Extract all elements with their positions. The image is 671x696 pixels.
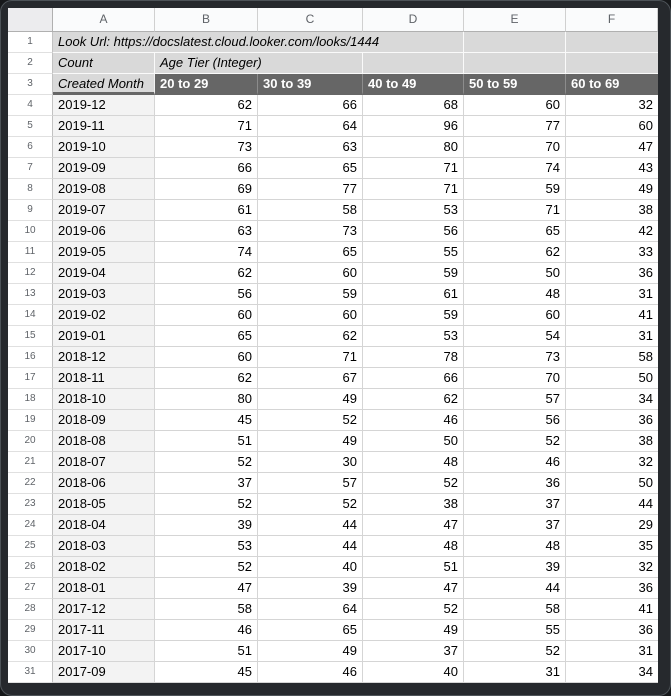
value-cell[interactable]: 52	[258, 410, 363, 431]
row-number[interactable]: 25	[8, 536, 53, 557]
row-number[interactable]: 22	[8, 473, 53, 494]
column-header-b[interactable]: B	[155, 8, 258, 32]
value-cell[interactable]: 46	[363, 410, 464, 431]
row-number[interactable]: 12	[8, 263, 53, 284]
column-header-f[interactable]: F	[566, 8, 658, 32]
value-cell[interactable]: 71	[363, 179, 464, 200]
month-cell[interactable]: 2018-06	[53, 473, 155, 494]
row-number[interactable]: 10	[8, 221, 53, 242]
value-cell[interactable]: 64	[258, 116, 363, 137]
row-number[interactable]: 19	[8, 410, 53, 431]
month-cell[interactable]: 2019-04	[53, 263, 155, 284]
value-cell[interactable]: 60	[155, 347, 258, 368]
value-cell[interactable]: 34	[566, 389, 658, 410]
value-cell[interactable]: 39	[258, 578, 363, 599]
value-cell[interactable]: 50	[566, 473, 658, 494]
table-row	[8, 431, 658, 452]
table-row	[8, 452, 658, 473]
row-number[interactable]: 9	[8, 200, 53, 221]
value-cell[interactable]: 36	[566, 620, 658, 641]
value-cell[interactable]: 45	[155, 410, 258, 431]
row-number[interactable]: 28	[8, 599, 53, 620]
value-cell[interactable]: 50	[566, 368, 658, 389]
value-cell[interactable]: 39	[464, 557, 566, 578]
value-cell[interactable]: 62	[155, 95, 258, 116]
month-cell[interactable]: 2019-08	[53, 179, 155, 200]
table-row	[8, 557, 658, 578]
row-number[interactable]: 29	[8, 620, 53, 641]
table-row	[8, 578, 658, 599]
table-row	[8, 536, 658, 557]
row-number[interactable]: 24	[8, 515, 53, 536]
table-row	[8, 305, 658, 326]
value-cell[interactable]: 50	[464, 263, 566, 284]
value-cell[interactable]: 80	[363, 137, 464, 158]
value-cell[interactable]: 60	[155, 305, 258, 326]
table-row	[8, 641, 658, 662]
row-number[interactable]: 18	[8, 389, 53, 410]
row-number[interactable]: 17	[8, 368, 53, 389]
meta-row-measure	[8, 53, 658, 74]
value-cell[interactable]: 50	[363, 431, 464, 452]
data-rows	[8, 95, 658, 683]
row-number[interactable]: 21	[8, 452, 53, 473]
month-cell[interactable]: 2017-11	[53, 620, 155, 641]
value-cell[interactable]: 51	[155, 641, 258, 662]
value-cell[interactable]: 63	[258, 137, 363, 158]
empty-cell-d2[interactable]	[363, 53, 464, 74]
value-cell[interactable]: 73	[155, 137, 258, 158]
value-cell[interactable]: 56	[155, 284, 258, 305]
row-number[interactable]: 26	[8, 557, 53, 578]
value-cell[interactable]: 68	[363, 95, 464, 116]
table-row	[8, 662, 658, 683]
value-cell[interactable]: 57	[258, 473, 363, 494]
value-cell[interactable]: 36	[566, 578, 658, 599]
value-cell[interactable]: 78	[363, 347, 464, 368]
spreadsheet-grid	[8, 8, 658, 683]
value-cell[interactable]: 42	[566, 221, 658, 242]
value-cell[interactable]: 59	[464, 179, 566, 200]
column-header-d[interactable]: D	[363, 8, 464, 32]
value-cell[interactable]: 65	[258, 620, 363, 641]
value-cell[interactable]: 60	[464, 95, 566, 116]
month-cell[interactable]: 2018-07	[53, 452, 155, 473]
month-cell[interactable]: 2019-02	[53, 305, 155, 326]
value-cell[interactable]: 67	[258, 368, 363, 389]
value-cell[interactable]: 71	[258, 347, 363, 368]
table-row	[8, 410, 658, 431]
value-cell[interactable]: 61	[155, 200, 258, 221]
table-row	[8, 263, 658, 284]
value-cell[interactable]: 52	[155, 557, 258, 578]
value-cell[interactable]: 46	[258, 662, 363, 683]
row-number[interactable]: 13	[8, 284, 53, 305]
row-number[interactable]: 6	[8, 137, 53, 158]
value-cell[interactable]: 48	[363, 536, 464, 557]
value-cell[interactable]: 37	[363, 641, 464, 662]
row-number[interactable]: 5	[8, 116, 53, 137]
month-cell[interactable]: 2018-08	[53, 431, 155, 452]
value-cell[interactable]: 40	[258, 557, 363, 578]
value-cell[interactable]: 44	[258, 536, 363, 557]
age-tier-cell[interactable]: Age Tier (Integer)	[155, 53, 363, 74]
value-cell[interactable]: 39	[155, 515, 258, 536]
value-cell[interactable]: 62	[464, 242, 566, 263]
value-cell[interactable]: 52	[363, 599, 464, 620]
value-cell[interactable]: 73	[258, 221, 363, 242]
value-cell[interactable]: 77	[464, 116, 566, 137]
value-cell[interactable]: 30	[258, 452, 363, 473]
value-cell[interactable]: 71	[363, 158, 464, 179]
row-number[interactable]: 16	[8, 347, 53, 368]
value-cell[interactable]: 38	[566, 200, 658, 221]
value-cell[interactable]: 64	[258, 599, 363, 620]
value-cell[interactable]: 53	[155, 536, 258, 557]
value-cell[interactable]: 65	[258, 158, 363, 179]
column-header-a[interactable]: A	[53, 8, 155, 32]
table-row	[8, 515, 658, 536]
value-cell[interactable]: 96	[363, 116, 464, 137]
value-cell[interactable]: 36	[566, 263, 658, 284]
value-cell[interactable]: 54	[464, 326, 566, 347]
table-row	[8, 620, 658, 641]
row-number[interactable]: 7	[8, 158, 53, 179]
month-cell[interactable]: 2019-09	[53, 158, 155, 179]
value-cell[interactable]: 49	[566, 179, 658, 200]
table-row	[8, 137, 658, 158]
value-cell[interactable]: 58	[464, 599, 566, 620]
value-cell[interactable]: 34	[566, 662, 658, 683]
meta-row-look-url	[8, 32, 658, 53]
month-cell[interactable]: 2019-01	[53, 326, 155, 347]
value-cell[interactable]: 70	[464, 137, 566, 158]
value-cell[interactable]: 38	[566, 431, 658, 452]
value-cell[interactable]: 51	[363, 557, 464, 578]
value-cell[interactable]: 49	[258, 389, 363, 410]
value-cell[interactable]: 66	[155, 158, 258, 179]
month-cell[interactable]: 2019-06	[53, 221, 155, 242]
column-header-e[interactable]: E	[464, 8, 566, 32]
value-cell[interactable]: 48	[464, 536, 566, 557]
value-cell[interactable]: 44	[464, 578, 566, 599]
column-header-c[interactable]: C	[258, 8, 363, 32]
value-cell[interactable]: 37	[155, 473, 258, 494]
value-cell[interactable]: 29	[566, 515, 658, 536]
value-cell[interactable]: 52	[363, 473, 464, 494]
value-cell[interactable]: 32	[566, 452, 658, 473]
value-cell[interactable]: 47	[363, 578, 464, 599]
value-cell[interactable]: 56	[363, 221, 464, 242]
table-row	[8, 389, 658, 410]
value-cell[interactable]: 37	[464, 494, 566, 515]
value-cell[interactable]: 31	[566, 641, 658, 662]
value-cell[interactable]: 31	[566, 284, 658, 305]
value-cell[interactable]: 59	[363, 263, 464, 284]
table-row	[8, 116, 658, 137]
month-cell[interactable]: 2019-12	[53, 95, 155, 116]
value-cell[interactable]: 46	[155, 620, 258, 641]
value-cell[interactable]: 65	[464, 221, 566, 242]
table-row	[8, 221, 658, 242]
row-number[interactable]: 14	[8, 305, 53, 326]
month-cell[interactable]: 2018-03	[53, 536, 155, 557]
month-cell[interactable]: 2018-12	[53, 347, 155, 368]
table-row	[8, 494, 658, 515]
row-number[interactable]: 27	[8, 578, 53, 599]
empty-cell-e2[interactable]	[464, 53, 566, 74]
value-cell[interactable]: 43	[566, 158, 658, 179]
value-cell[interactable]: 49	[258, 641, 363, 662]
value-cell[interactable]: 59	[258, 284, 363, 305]
value-cell[interactable]: 59	[363, 305, 464, 326]
value-cell[interactable]: 77	[258, 179, 363, 200]
value-cell[interactable]: 62	[155, 263, 258, 284]
value-cell[interactable]: 47	[566, 137, 658, 158]
month-cell[interactable]: 2018-05	[53, 494, 155, 515]
count-cell[interactable]: Count	[53, 53, 155, 74]
value-cell[interactable]: 66	[363, 368, 464, 389]
value-cell[interactable]: 36	[464, 473, 566, 494]
value-cell[interactable]: 31	[464, 662, 566, 683]
table-row	[8, 473, 658, 494]
empty-cell-f2[interactable]	[566, 53, 658, 74]
month-cell[interactable]: 2017-09	[53, 662, 155, 683]
column-header-row	[8, 8, 658, 32]
empty-cell-e1[interactable]	[464, 32, 566, 53]
tier-header-30-39[interactable]: 30 to 39	[258, 74, 363, 95]
month-cell[interactable]: 2019-07	[53, 200, 155, 221]
value-cell[interactable]: 44	[258, 515, 363, 536]
month-cell[interactable]: 2017-12	[53, 599, 155, 620]
row-number[interactable]: 31	[8, 662, 53, 683]
value-cell[interactable]: 58	[566, 347, 658, 368]
value-cell[interactable]: 52	[464, 641, 566, 662]
row-number[interactable]: 2	[8, 53, 53, 74]
created-month-header[interactable]: Created Month	[53, 74, 155, 95]
value-cell[interactable]: 38	[363, 494, 464, 515]
tier-header-60-69[interactable]: 60 to 69	[566, 74, 658, 95]
value-cell[interactable]: 37	[464, 515, 566, 536]
value-cell[interactable]: 48	[363, 452, 464, 473]
row-number[interactable]: 15	[8, 326, 53, 347]
table-row	[8, 368, 658, 389]
value-cell[interactable]: 52	[155, 452, 258, 473]
value-cell[interactable]: 46	[464, 452, 566, 473]
value-cell[interactable]: 74	[155, 242, 258, 263]
value-cell[interactable]: 53	[363, 200, 464, 221]
value-cell[interactable]: 41	[566, 305, 658, 326]
value-cell[interactable]: 47	[363, 515, 464, 536]
table-row	[8, 326, 658, 347]
select-all-corner[interactable]	[8, 8, 53, 32]
value-cell[interactable]: 47	[155, 578, 258, 599]
month-cell[interactable]: 2019-03	[53, 284, 155, 305]
value-cell[interactable]: 71	[464, 200, 566, 221]
value-cell[interactable]: 62	[258, 326, 363, 347]
value-cell[interactable]: 35	[566, 536, 658, 557]
value-cell[interactable]: 48	[464, 284, 566, 305]
month-cell[interactable]: 2019-11	[53, 116, 155, 137]
month-cell[interactable]: 2019-10	[53, 137, 155, 158]
value-cell[interactable]: 53	[363, 326, 464, 347]
value-cell[interactable]: 60	[566, 116, 658, 137]
empty-cell-f1[interactable]	[566, 32, 658, 53]
table-row	[8, 242, 658, 263]
table-row	[8, 347, 658, 368]
value-cell[interactable]: 70	[464, 368, 566, 389]
value-cell[interactable]: 63	[155, 221, 258, 242]
value-cell[interactable]: 44	[566, 494, 658, 515]
value-cell[interactable]: 40	[363, 662, 464, 683]
tier-header-40-49[interactable]: 40 to 49	[363, 74, 464, 95]
tier-header-50-59[interactable]: 50 to 59	[464, 74, 566, 95]
value-cell[interactable]: 32	[566, 557, 658, 578]
value-cell[interactable]: 31	[566, 326, 658, 347]
row-number[interactable]: 1	[8, 32, 53, 53]
table-row	[8, 284, 658, 305]
tier-header-row	[8, 74, 658, 95]
row-number[interactable]: 8	[8, 179, 53, 200]
table-row	[8, 179, 658, 200]
table-row	[8, 599, 658, 620]
value-cell[interactable]: 36	[566, 410, 658, 431]
value-cell[interactable]: 55	[363, 242, 464, 263]
table-row	[8, 158, 658, 179]
value-cell[interactable]: 49	[363, 620, 464, 641]
row-number[interactable]: 3	[8, 74, 53, 95]
month-cell[interactable]: 2017-10	[53, 641, 155, 662]
value-cell[interactable]: 74	[464, 158, 566, 179]
value-cell[interactable]: 57	[464, 389, 566, 410]
value-cell[interactable]: 45	[155, 662, 258, 683]
value-cell[interactable]: 80	[155, 389, 258, 410]
value-cell[interactable]: 60	[258, 263, 363, 284]
look-url-cell[interactable]: Look Url: https://docslatest.cloud.looker.com/looks/1444	[53, 32, 464, 53]
value-cell[interactable]: 62	[363, 389, 464, 410]
value-cell[interactable]: 58	[258, 200, 363, 221]
row-number[interactable]: 20	[8, 431, 53, 452]
value-cell[interactable]: 65	[258, 242, 363, 263]
month-cell[interactable]: 2018-09	[53, 410, 155, 431]
month-cell[interactable]: 2018-01	[53, 578, 155, 599]
month-cell[interactable]: 2019-05	[53, 242, 155, 263]
month-cell[interactable]: 2018-11	[53, 368, 155, 389]
month-cell[interactable]: 2018-04	[53, 515, 155, 536]
row-number[interactable]: 11	[8, 242, 53, 263]
value-cell[interactable]: 32	[566, 95, 658, 116]
value-cell[interactable]: 73	[464, 347, 566, 368]
table-row	[8, 200, 658, 221]
row-number[interactable]: 23	[8, 494, 53, 515]
value-cell[interactable]: 52	[155, 494, 258, 515]
value-cell[interactable]: 65	[155, 326, 258, 347]
value-cell[interactable]: 62	[155, 368, 258, 389]
value-cell[interactable]: 61	[363, 284, 464, 305]
value-cell[interactable]: 33	[566, 242, 658, 263]
month-cell[interactable]: 2018-02	[53, 557, 155, 578]
value-cell[interactable]: 52	[258, 494, 363, 515]
value-cell[interactable]: 60	[464, 305, 566, 326]
value-cell[interactable]: 58	[155, 599, 258, 620]
row-number[interactable]: 4	[8, 95, 53, 116]
value-cell[interactable]: 60	[258, 305, 363, 326]
value-cell[interactable]: 52	[464, 431, 566, 452]
value-cell[interactable]: 56	[464, 410, 566, 431]
value-cell[interactable]: 51	[155, 431, 258, 452]
value-cell[interactable]: 49	[258, 431, 363, 452]
value-cell[interactable]: 55	[464, 620, 566, 641]
tier-header-20-29[interactable]: 20 to 29	[155, 74, 258, 95]
value-cell[interactable]: 69	[155, 179, 258, 200]
row-number[interactable]: 30	[8, 641, 53, 662]
month-cell[interactable]: 2018-10	[53, 389, 155, 410]
value-cell[interactable]: 66	[258, 95, 363, 116]
value-cell[interactable]: 41	[566, 599, 658, 620]
value-cell[interactable]: 71	[155, 116, 258, 137]
table-row	[8, 95, 658, 116]
